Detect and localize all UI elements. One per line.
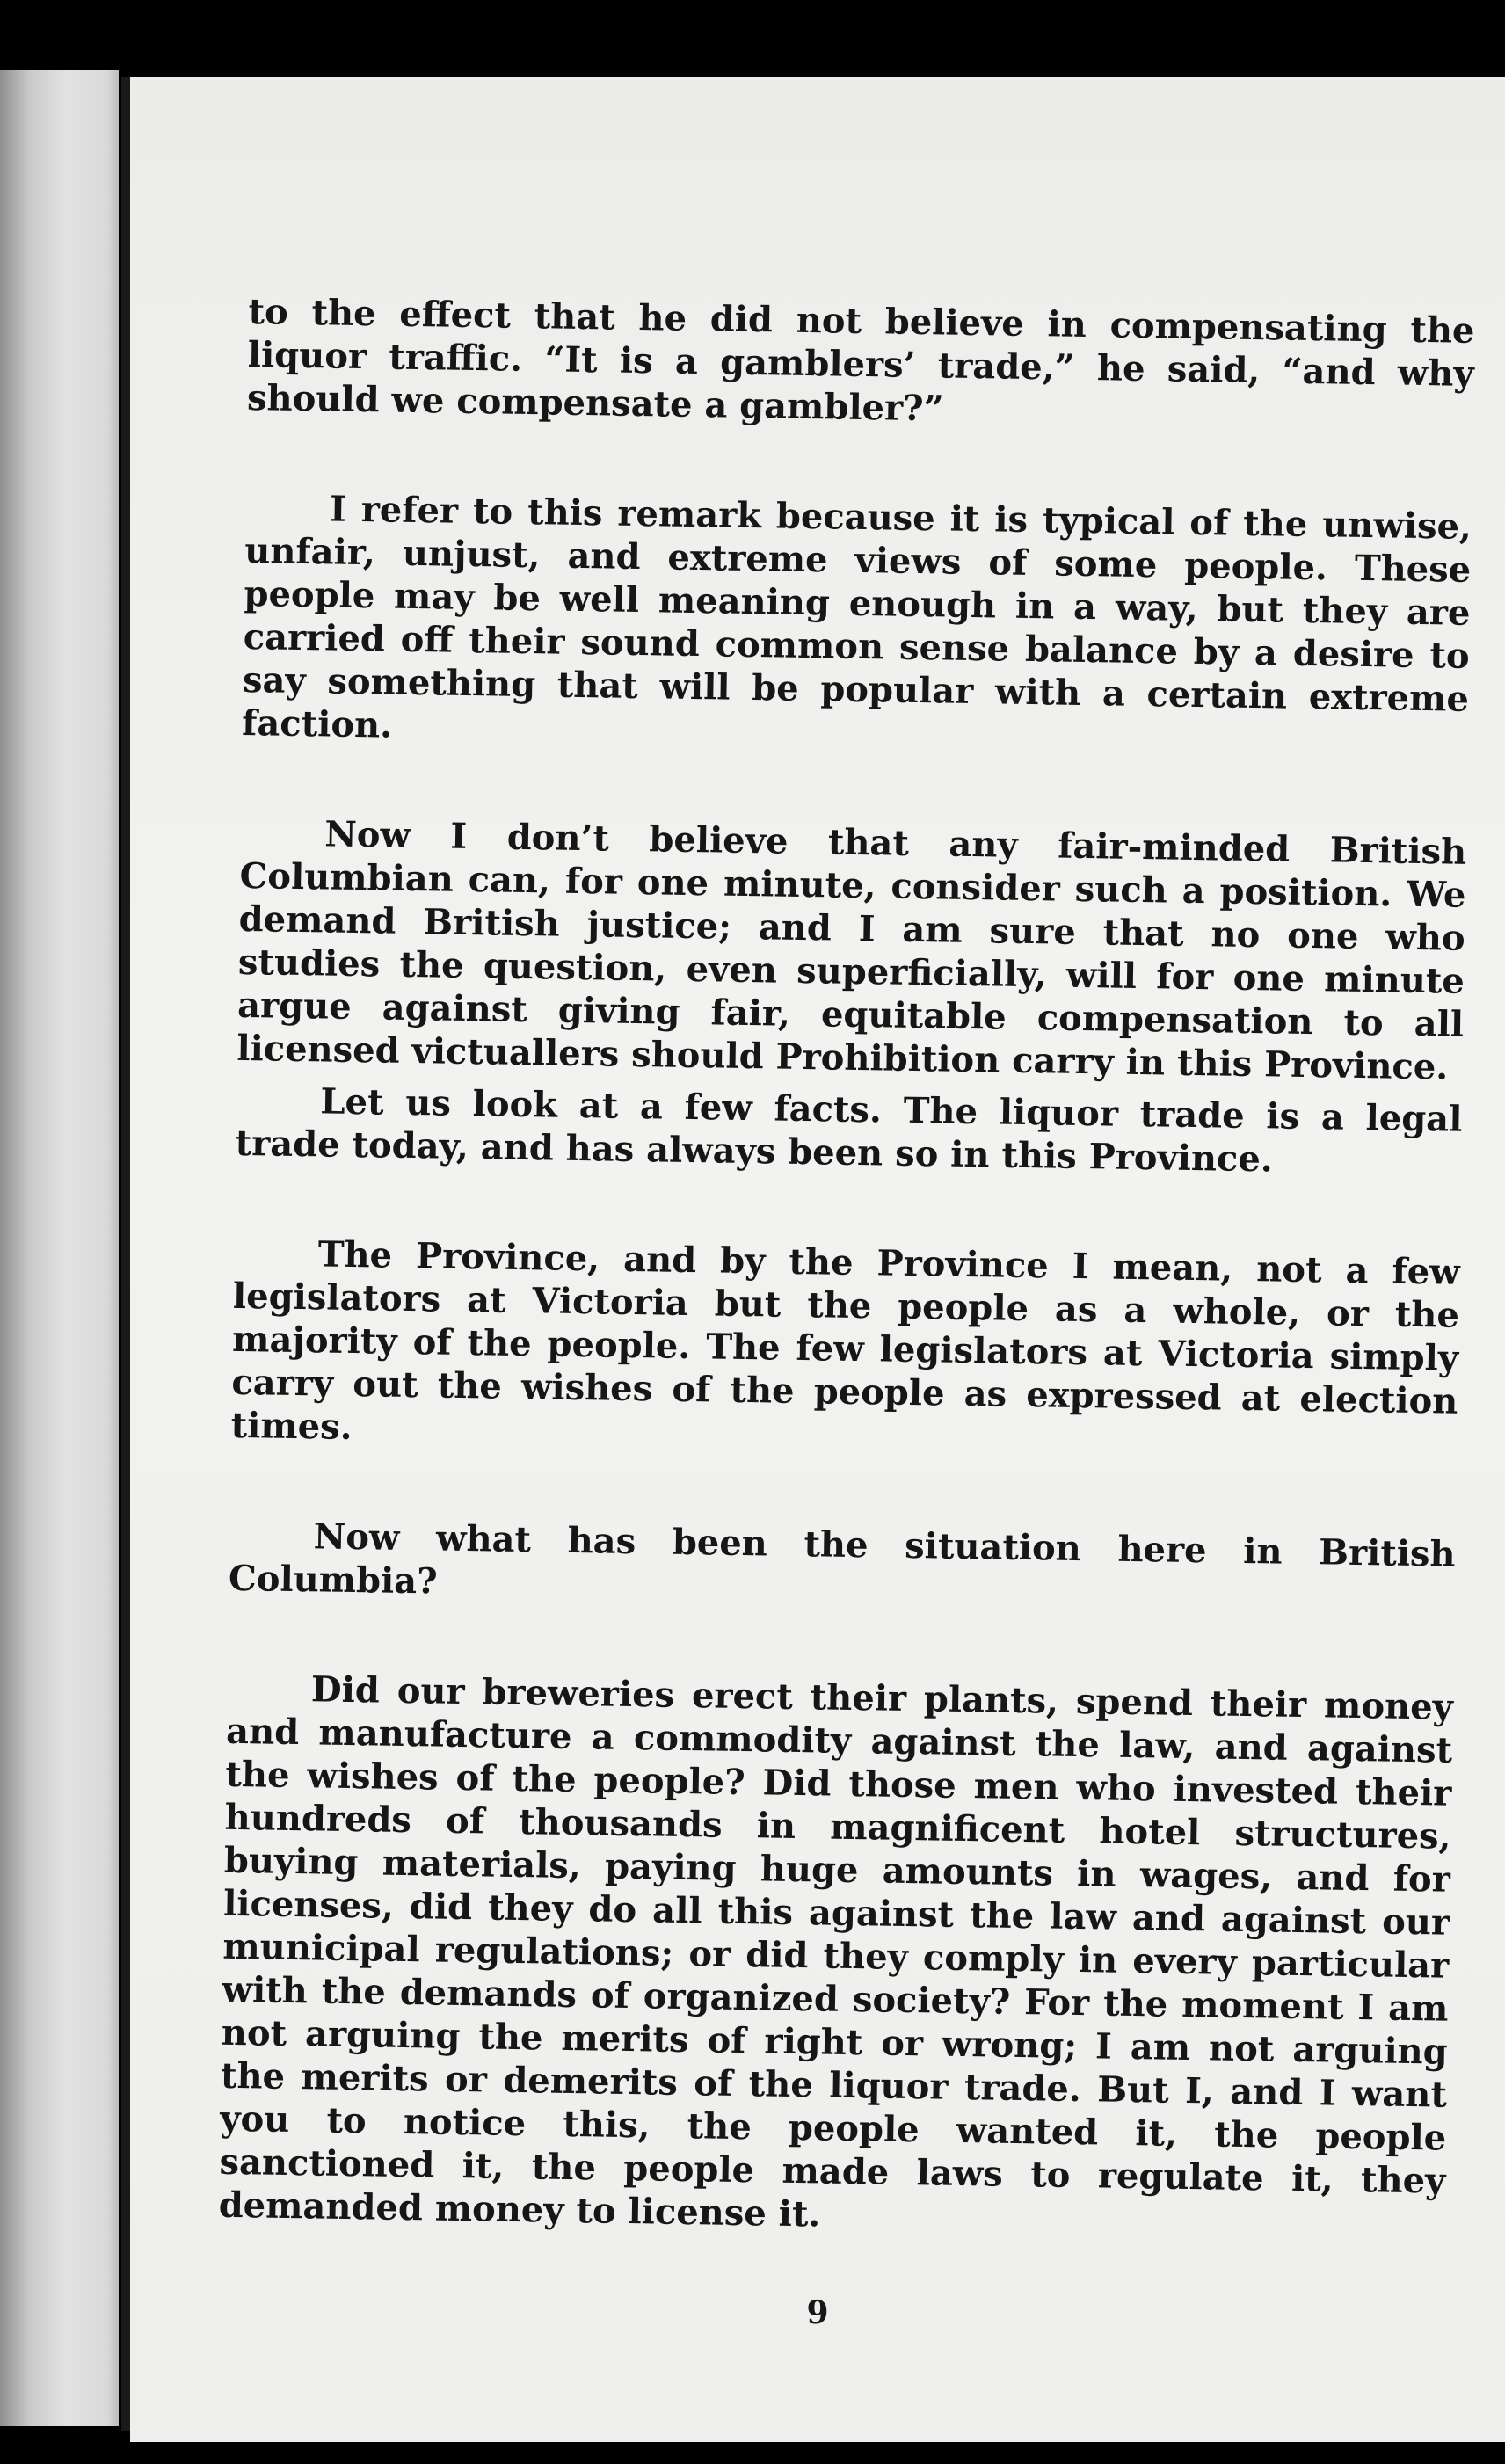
- paragraph-situation: Now what has been the situation here in British Columbia?: [228, 1515, 1456, 1603]
- paragraph-facts: Let us look at a few facts. The liquor trade is a legal trade today, and has always been so in this Province.: [235, 1080, 1463, 1181]
- paragraph-british-justice: Now I don’t believe that any fair-minded British Columbian can, for one minute, consider such a position. We demand British justice; and I am sure that no one who studies the question, even superficially, will for one minute argue against giving fair, equitable compensation to all licensed victuallers should Prohibition carry in this Province.: [236, 813, 1467, 1088]
- paragraph-breweries: Did our breweries erect their plants, spend their money and manufacture a commodity against the law, and against the wishes of the people? Did those men who invested their hundreds of thousands in magnificent hotel structures, buying materials, paying huge amounts in wages, and for licenses, did they do all this against the law and against our municipal regulations; or did they comply in every particular with the demands of organized society? For the moment I am not arguing the merits of right or wrong; I am not arguing the merits or demerits of the liquor trade. But I, and I want you to notice this, the people wanted it, the people sanctioned it, the people made laws to regulate it, they demanded money to license it.: [218, 1668, 1454, 2235]
- previous-page-edge: [0, 70, 119, 2426]
- page-number: 9: [806, 2294, 829, 2331]
- paragraph-province: The Province, and by the Province I mean, not a few legislators at Victoria but the people as a whole, or the majority of the people. The few legislators at Victoria simply carry out the wishes of the people as expressed at election times.: [230, 1233, 1460, 1449]
- body-text: [218, 290, 1474, 2246]
- page-border: [121, 77, 130, 2431]
- paragraph-continuation: to the effect that he did not believe in compensating the liquor traffic. “It is a gamblers’ trade,” he said, “and why should we compensate a gambler?”: [246, 290, 1475, 430]
- paragraph-remark: I refer to this remark because it is typical of the unwise, unfair, unjust, and extreme views of some people. These people may be well meaning enough in a way, but they are carried off their sound common sense balance by a desire to say something that will be popular with a certain extreme faction.: [241, 488, 1472, 746]
- document-page: [130, 77, 1505, 2442]
